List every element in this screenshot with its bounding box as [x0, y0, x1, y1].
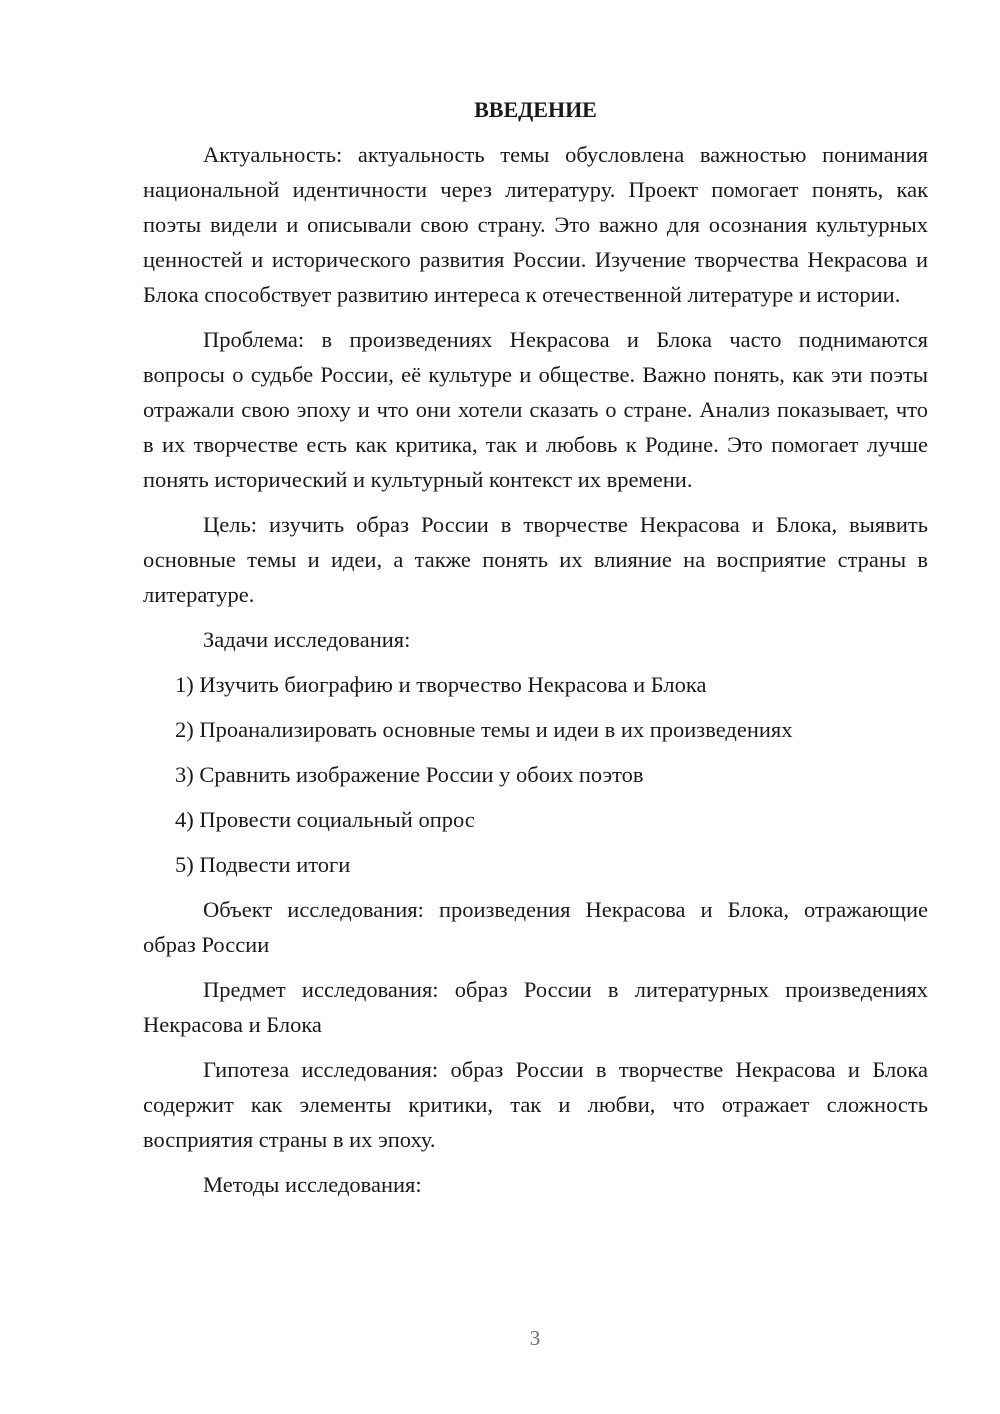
task-item: 2) Проанализировать основные темы и идеи в их произведениях	[175, 717, 793, 742]
relevance-paragraph: Актуальность: актуальность темы обусловлена важностью понимания национальной идентичности через литературу. Проект помогает понять, как поэты видели и описывали свою страну. Это важно для осознания культурных ценностей и исторического развития России. Изучение творчества Некрасова и Блока способствует развитию интереса к отечественной литературе и истории.	[143, 142, 928, 307]
subject-paragraph: Предмет исследования: образ России в литературных произведениях Некрасова и Блока	[143, 977, 928, 1037]
tasks-list	[143, 667, 928, 882]
task-item: 4) Провести социальный опрос	[175, 807, 475, 832]
task-item: 1) Изучить биографию и творчество Некрасова и Блока	[175, 672, 707, 697]
page-content	[143, 92, 928, 1212]
object-paragraph: Объект исследования: произведения Некрасова и Блока, отражающие образ России	[143, 897, 928, 957]
problem-paragraph: Проблема: в произведениях Некрасова и Блока часто поднимаются вопросы о судьбе России, её культуре и обществе. Важно понять, как эти поэты отражали свою эпоху и что они хотели сказать о стране. Анализ показывает, что в их творчестве есть как критика, так и любовь к Родине. Это помогает лучше понять исторический и культурный контекст их времени.	[143, 327, 928, 492]
hypothesis-paragraph: Гипотеза исследования: образ России в творчестве Некрасова и Блока содержит как элементы критики, так и любви, что отражает сложность восприятия страны в их эпоху.	[143, 1057, 928, 1152]
task-item: 3) Сравнить изображение России у обоих поэтов	[175, 762, 644, 787]
section-heading: ВВЕДЕНИЕ	[474, 97, 597, 122]
tasks-label: Задачи исследования:	[203, 627, 411, 652]
page-number: 3	[529, 1326, 541, 1350]
goal-paragraph: Цель: изучить образ России в творчестве Некрасова и Блока, выявить основные темы и идеи, а также понять их влияние на восприятие страны в литературе.	[143, 512, 928, 607]
methods-label: Методы исследования:	[203, 1172, 422, 1197]
task-item: 5) Подвести итоги	[175, 852, 351, 877]
